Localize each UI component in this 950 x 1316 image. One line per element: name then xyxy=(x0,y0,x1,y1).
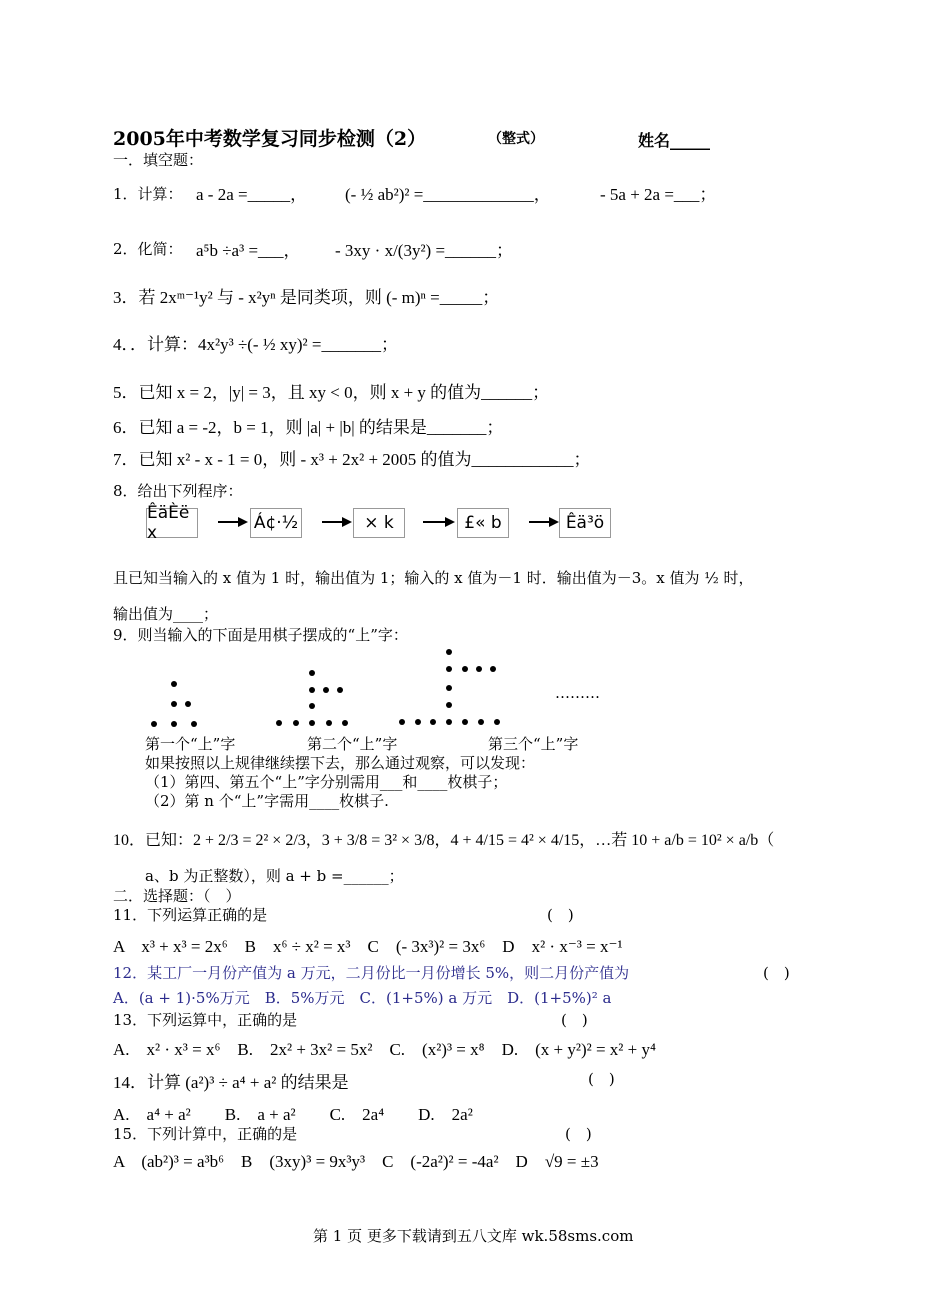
q3-text: 3．若 2xᵐ⁻¹y² 与 - x²yⁿ 是同类项，则 (- m)ⁿ =_____； xyxy=(113,288,500,307)
q13-options: A. x² · x³ = x⁶ B. 2x² + 3x² = 5x² C. (x²)³ = x⁸ D. (x + y²)² = x² + y⁴ xyxy=(113,1040,656,1059)
q12-options: A．(a + 1)·5%万元 B．5%万元 C．(1+5%) a 万元 D．(1+5%)² a xyxy=(113,989,612,1007)
chess-piece xyxy=(185,701,191,707)
chess-piece xyxy=(415,719,421,725)
q15-answer-paren[interactable]: ( ) xyxy=(565,1125,592,1143)
q1-part-b: (- ½ ab²)² =_____________， xyxy=(345,185,551,204)
section-choice: 二．选择题：（ ） xyxy=(113,887,241,905)
q1-part-c: - 5a + 2a =___； xyxy=(600,185,717,204)
chess-piece xyxy=(293,720,299,726)
q2-part-a: a⁵b ÷a³ =___， xyxy=(196,241,301,260)
q13-stem: 13．下列运算中，正确的是 xyxy=(113,1011,298,1029)
q10-line2: a、b 为正整数），则 a + b =______； xyxy=(145,867,404,885)
chess-piece xyxy=(462,719,468,725)
chess-piece xyxy=(151,721,157,727)
chess-piece xyxy=(191,721,197,727)
chess-piece xyxy=(490,666,496,672)
q6-text: 6．已知 a = -2，b = 1，则 |a| + |b| 的结果是_______； xyxy=(113,418,504,437)
chess-piece xyxy=(399,719,405,725)
chess-piece xyxy=(276,720,282,726)
q9-line1: 如果按照以上规律继续摆下去，那么通过观察，可以发现： xyxy=(145,754,536,772)
chess-piece xyxy=(309,670,315,676)
q13-answer-paren[interactable]: ( ) xyxy=(561,1011,588,1029)
q9-label: 9．则当输入的下面是用棋子摆成的“上”字： xyxy=(113,626,408,644)
q15-stem: 15．下列计算中，正确的是 xyxy=(113,1125,298,1143)
chess-piece xyxy=(446,649,452,655)
chess-piece xyxy=(476,666,482,672)
q12-stem: 12．某工厂一月份产值为 a 万元，二月份比一月份增长 5%，则二月份产值为 xyxy=(113,964,630,982)
q8-line2: 输出值为____； xyxy=(113,605,219,623)
q8-line1: 且已知当输入的 x 值为 1 时，输出值为 1；输入的 x 值为－1 时．输出值为－3。x 值为 ½ 时， xyxy=(113,569,754,587)
q1-label: 1．计算： xyxy=(113,185,183,203)
q9-line2: （1）第四、第五个“上”字分别需用___和____枚棋子； xyxy=(145,773,508,791)
chess-piece xyxy=(430,719,436,725)
chess-piece xyxy=(342,720,348,726)
q14-options: A. a⁴ + a² B. a + a² C. 2a⁴ D. 2a² xyxy=(113,1105,473,1124)
q2-part-b: - 3xy · x/(3y²) =______； xyxy=(335,241,514,260)
chess-piece xyxy=(171,701,177,707)
section-fill-in: 一．填空题： xyxy=(113,151,204,169)
page-subtitle: （整式） xyxy=(488,131,544,147)
flow-arrow xyxy=(423,521,453,523)
chess-piece xyxy=(326,720,332,726)
q10-line1: 10．已知：2 + 2/3 = 2² × 2/3，3 + 3/8 = 3² × 3/8，4 + 4/15 = 4² × 4/15，…若 10 + a/b = 10² × a/b（ xyxy=(113,832,775,849)
q1-part-a: a - 2a =_____， xyxy=(196,185,308,204)
q14-stem: 14．计算 (a²)³ ÷ a⁴ + a² 的结果是 xyxy=(113,1073,349,1092)
page-title: 2005年中考数学复习同步检测（2） xyxy=(113,128,427,150)
flow-arrow xyxy=(322,521,350,523)
chess-piece xyxy=(309,720,315,726)
chess-piece xyxy=(309,687,315,693)
chess-piece xyxy=(323,687,329,693)
flow-box-times-k: × k xyxy=(353,508,405,538)
q2-label: 2．化简： xyxy=(113,240,183,258)
q12-answer-paren[interactable]: ( ) xyxy=(763,964,790,982)
q14-answer-paren[interactable]: ( ) xyxy=(588,1070,615,1088)
flow-arrow xyxy=(218,521,246,523)
name-field[interactable]: 姓名_____ xyxy=(638,131,711,150)
chess-piece xyxy=(478,719,484,725)
chess-piece xyxy=(171,681,177,687)
chess-piece xyxy=(494,719,500,725)
flow-box-cube: Á¢·½ xyxy=(250,508,302,538)
chess-piece xyxy=(446,666,452,672)
q11-options: A x³ + x³ = 2x⁶ B x⁶ ÷ x² = x³ C (- 3x³)² = 3x⁶ D x² · x⁻³ = x⁻¹ xyxy=(113,937,623,956)
q4-text: 4．．计算：4x²y³ ÷(- ½ xy)² =_______； xyxy=(113,335,398,354)
chess-piece xyxy=(446,702,452,708)
q9-line3: （2）第 n 个“上”字需用____枚棋子. xyxy=(145,792,389,810)
flow-arrow xyxy=(529,521,557,523)
q11-answer-paren[interactable]: ( ) xyxy=(547,906,574,924)
flow-box-input: ÊäÈë x xyxy=(146,508,198,538)
chess-piece xyxy=(309,703,315,709)
q9-ellipsis: ……… xyxy=(555,684,600,702)
page-footer: 第 1 页 更多下载请到五八文库 wk.58sms.com xyxy=(313,1227,634,1245)
q11-stem: 11．下列运算正确的是 xyxy=(113,906,268,924)
q7-text: 7．已知 x² - x - 1 = 0，则 - x³ + 2x² + 2005 的值为____________； xyxy=(113,450,591,469)
chess-piece xyxy=(446,685,452,691)
flow-box-plus-b: £« b xyxy=(457,508,509,538)
q8-label: 8．给出下列程序： xyxy=(113,482,243,500)
q15-options: A (ab²)³ = a³b⁶ B (3xy)³ = 9x³y³ C (-2a²)² = -4a² D √9 = ±3 xyxy=(113,1152,599,1171)
chess-piece xyxy=(462,666,468,672)
chess-piece xyxy=(337,687,343,693)
chess-piece xyxy=(171,721,177,727)
q9-caption-1: 第一个“上”字 xyxy=(145,735,236,753)
q9-caption-3: 第三个“上”字 xyxy=(488,735,579,753)
q9-caption-2: 第二个“上”字 xyxy=(307,735,398,753)
flow-box-output: Êä³ö xyxy=(559,508,611,538)
chess-piece xyxy=(446,719,452,725)
q5-text: 5．已知 x = 2，|y| = 3，且 xy < 0，则 x + y 的值为______； xyxy=(113,383,550,402)
